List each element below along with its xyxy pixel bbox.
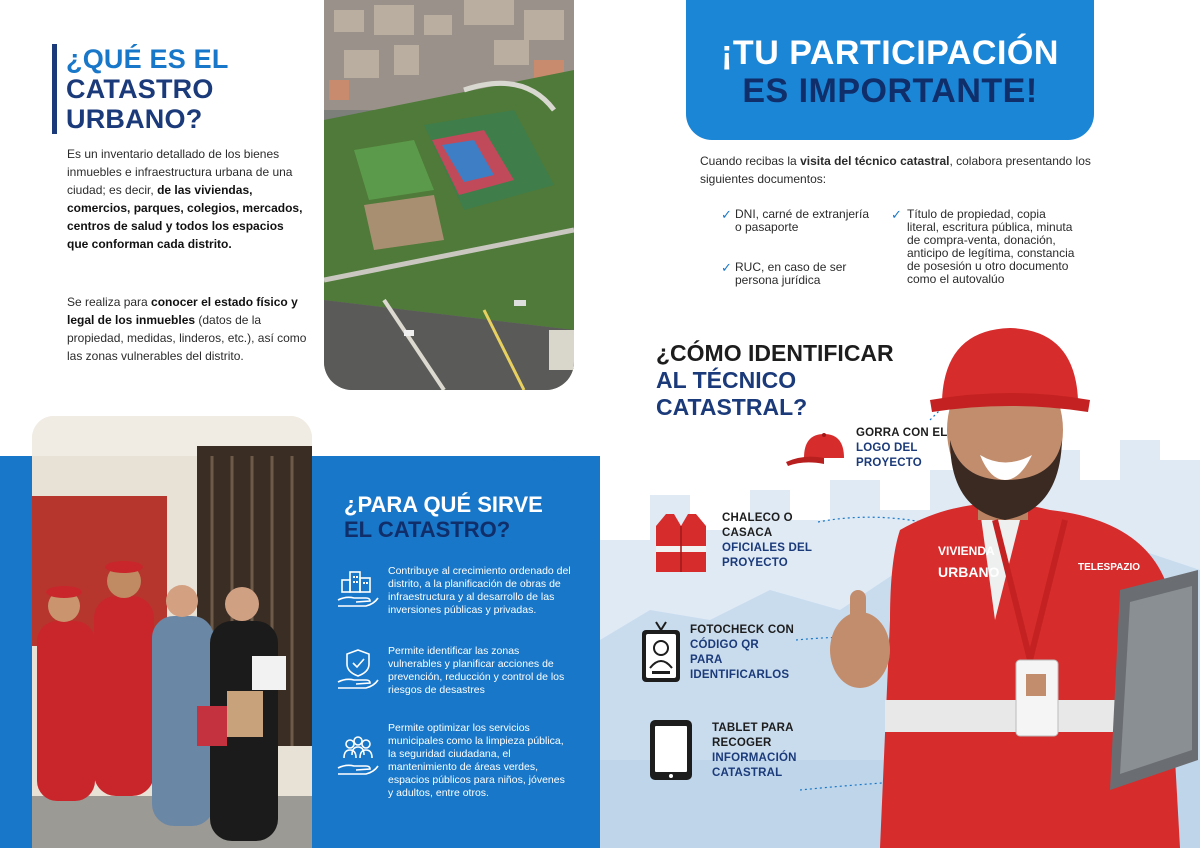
para-que-item-2: Permite identificar las zonas vulnerables y planificar acciones de prevención, reducción y control de los riesgos de desastres — [388, 645, 565, 696]
participacion-banner — [686, 0, 1094, 140]
doc-item-titulo: Título de propiedad, copia literal, escritura pública, minuta de compra-venta, donación, anticipo de legítima, constancia de posesión u otro documento como el autovalúo — [907, 207, 1075, 286]
shield-hand-icon — [336, 646, 380, 690]
participacion-intro: Cuando recibas la visita del técnico catastral, colabora presentando los siguientes documentos: — [700, 154, 1091, 186]
vest-logo-urbano: URBANO — [938, 564, 1000, 580]
vest-logo-telespazio: TELESPAZIO — [1078, 562, 1141, 573]
vest-logo-vivienda: VIVIENDA — [938, 544, 995, 558]
catastro-title-line3: URBANO? — [66, 104, 203, 134]
para-que-title-line2: EL CATASTRO? — [344, 517, 511, 542]
technician-photo — [820, 320, 1200, 848]
para-que-title-line1: ¿PARA QUÉ SIRVE — [344, 492, 543, 517]
catastro-purpose: Se realiza para conocer el estado físico y legal de los inmuebles (datos de la propiedad, medidas, linderos, etc.), así como las zonas vulnerables del distrito. — [67, 295, 307, 363]
tablet-icon — [648, 718, 694, 782]
identificar-title-line2: AL TÉCNICO — [656, 367, 797, 393]
catastro-title-line2: CATASTRO — [66, 74, 214, 104]
identificar-title-line3: CATASTRAL? — [656, 394, 808, 420]
para-que-item-1: Contribuye al crecimiento ordenado del distrito, a la planificación de obras de infraestructura y al desarrollo de las inversiones públicas y privadas. — [388, 565, 571, 616]
title-accent-bar — [52, 44, 57, 134]
identificar-item-tablet: TABLET PARA RECOGER INFORMACIÓN CATASTRAL — [712, 722, 797, 779]
catastro-title-line1: ¿QUÉ ES EL — [66, 44, 229, 74]
catastro-title — [66, 44, 229, 134]
doc-item-ruc: RUC, en caso de ser persona jurídica — [735, 260, 847, 287]
identificar-title-line1: ¿CÓMO IDENTIFICAR — [656, 340, 894, 366]
vest-icon — [654, 512, 708, 574]
check-icon: ✓ — [721, 207, 732, 222]
check-icon: ✓ — [891, 207, 902, 222]
check-icon: ✓ — [721, 260, 732, 275]
group-photo — [32, 416, 312, 848]
identificar-item-cap: GORRA CON EL LOGO DEL PROYECTO — [856, 427, 948, 469]
identificar-item-vest: CHALECO O CASACA OFICIALES DEL PROYECTO — [722, 512, 813, 569]
participacion-title-line1: ¡TU PARTICIPACIÓN — [721, 34, 1059, 72]
badge-icon — [640, 620, 682, 684]
para-que-item-3: Permite optimizar los servicios municipales como la limpieza pública, la seguridad ciudadana, el mantenimiento de áreas verdes, espacios públicos para niños, jóvenes y adultos, entre otros. — [388, 722, 565, 799]
participacion-title-line2: ES IMPORTANTE! — [742, 72, 1038, 110]
identificar-item-badge: FOTOCHECK CON CÓDIGO QR PARA IDENTIFICARLOS — [690, 624, 794, 681]
doc-item-dni: DNI, carné de extranjería o pasaporte — [735, 207, 870, 234]
people-hand-icon — [336, 734, 380, 778]
para-que-title — [344, 492, 543, 542]
aerial-park-photo — [324, 0, 574, 390]
catastro-definition: Es un inventario detallado de los bienes inmuebles e infraestructura urbana de una ciudad; es decir, de las viviendas, comercios, parques, colegios, mercados, centros de salud y todos los espacios que conforman cada distrito. — [67, 147, 303, 251]
city-hand-icon — [336, 566, 380, 610]
